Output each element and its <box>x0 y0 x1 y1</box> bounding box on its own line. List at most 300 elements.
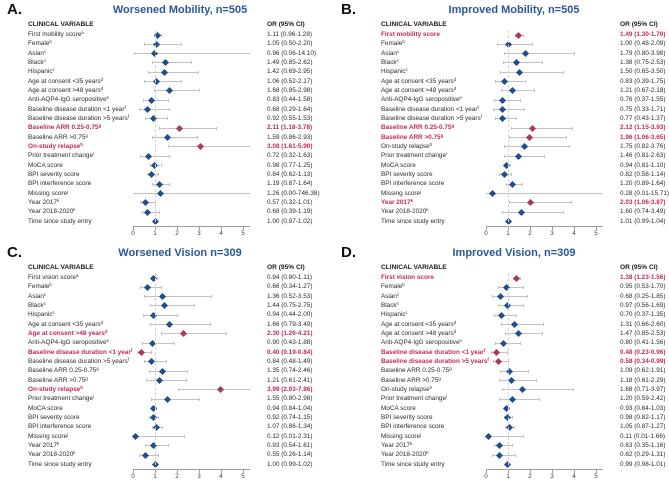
ci-line <box>142 343 174 344</box>
ci-line <box>505 333 542 334</box>
forest-row <box>334 385 668 394</box>
or-marker <box>156 181 163 188</box>
ci-cap-left <box>143 99 144 102</box>
or-value: 1.46 (0.81-2.63) <box>620 152 666 160</box>
or-value: 1.50 (0.65-3.50) <box>620 68 666 76</box>
or-value: 0.97 (0.56-1.69) <box>620 301 666 309</box>
superscript: c <box>396 57 399 63</box>
column-header-variables: CLINICAL VARIABLE <box>28 264 94 271</box>
forest-row <box>334 450 668 459</box>
or-value: 1.68 (0.95-2.98) <box>267 86 313 94</box>
ci-cap-left <box>503 61 504 64</box>
forest-row <box>334 105 668 114</box>
ci-line <box>168 146 250 147</box>
ci-cap-right <box>168 99 169 102</box>
or-marker <box>159 368 166 375</box>
x-axis <box>334 226 668 242</box>
row-label: On-study relapse$^h$ <box>28 141 83 150</box>
ci-line <box>152 62 191 63</box>
row-label: Hispanic$^c$ <box>28 67 55 76</box>
forest-row <box>334 86 668 95</box>
ci-cap-right <box>522 183 523 186</box>
row-label: On-study relapse$^h$ <box>28 384 83 393</box>
ci-cap-right <box>191 61 192 64</box>
row-label: Asian$^c$ <box>381 48 400 57</box>
row-label: Prior treatment change$^i$ <box>28 151 94 160</box>
ci-cap-right <box>516 314 517 317</box>
forest-row <box>334 357 668 366</box>
or-marker <box>145 153 152 160</box>
or-marker <box>148 171 155 178</box>
row-label: First mobility score <box>381 31 440 38</box>
row-label: Age at consent >48 years$^d$ <box>28 85 104 94</box>
row-label: Baseline ARR 0.25-0.75$^g$ <box>381 123 455 132</box>
ci-cap-left <box>499 398 500 401</box>
or-value: 1.49 (1.30-1.70) <box>620 31 666 38</box>
ci-cap-right <box>216 127 217 130</box>
column-header-variables: CLINICAL VARIABLE <box>28 21 94 28</box>
superscript: f <box>127 113 129 119</box>
forest-row <box>0 441 334 450</box>
or-marker <box>164 396 171 403</box>
row-label: Female$^b$ <box>381 282 405 291</box>
ci-line <box>509 202 571 203</box>
x-axis-tick-label: 1 <box>153 473 157 480</box>
column-header-or: OR (95% CI) <box>267 264 305 271</box>
or-marker <box>508 377 515 384</box>
superscript: j <box>67 188 69 194</box>
ci-cap-right <box>166 360 167 363</box>
ci-cap-left <box>152 61 153 64</box>
ci-line <box>144 81 180 82</box>
row-label: Prior treatment change$^i$ <box>381 151 447 160</box>
row-label: Asian$^c$ <box>28 48 47 57</box>
ci-cap-right <box>210 323 211 326</box>
superscript: h <box>80 141 83 147</box>
or-marker <box>159 293 166 300</box>
x-axis-tick-label: 5 <box>241 230 245 237</box>
forest-row <box>334 441 668 450</box>
or-value: 1.47 (0.85-2.53) <box>620 329 666 337</box>
row-label: Anti-AQP4-IgG seropositive$^e$ <box>28 95 109 104</box>
or-value: 1.05 (0.50-2.20) <box>267 40 313 48</box>
ci-cap-right <box>563 211 564 214</box>
ci-cap-right <box>574 52 575 55</box>
ci-line <box>499 380 536 381</box>
row-label: Missing score$^j$ <box>381 431 422 440</box>
ci-cap-left <box>500 370 501 373</box>
ci-cap-right <box>159 211 160 214</box>
or-marker <box>176 125 183 132</box>
or-marker <box>144 106 151 113</box>
or-value: 0.68 (0.29-1.64) <box>267 105 313 113</box>
forest-row <box>334 189 668 198</box>
ci-line <box>133 436 184 437</box>
ci-cap-left <box>505 332 506 335</box>
superscript: j <box>420 188 422 194</box>
ci-line <box>499 399 539 400</box>
x-axis <box>0 226 334 242</box>
ci-cap-right <box>523 435 524 438</box>
row-label: Anti-AQP4-IgG seropositive$^e$ <box>381 338 462 347</box>
row-label: Age at consent <35 years$^d$ <box>28 76 104 85</box>
forest-row <box>334 376 668 385</box>
forest-row <box>334 95 668 104</box>
ci-cap-left <box>504 145 505 148</box>
forest-row <box>0 422 334 431</box>
or-marker <box>144 209 151 216</box>
forest-row <box>334 49 668 58</box>
row-label: Age at consent <35 years$^d$ <box>381 319 457 328</box>
superscript: d <box>453 76 457 82</box>
superscript: e <box>106 338 109 344</box>
or-value: 1.42 (0.69-2.95) <box>267 68 313 76</box>
ci-cap-right <box>512 416 513 419</box>
ci-cap-right <box>523 304 524 307</box>
forest-row <box>0 161 334 170</box>
forest-row <box>0 39 334 48</box>
or-value: 0.93 (0.84-1.03) <box>620 404 666 412</box>
ci-cap-right <box>157 277 158 280</box>
superscript: f <box>124 104 126 110</box>
forest-row <box>334 179 668 188</box>
ci-line <box>159 128 216 129</box>
superscript: h <box>429 141 433 147</box>
forest-row <box>0 198 334 207</box>
ci-cap-right <box>199 89 200 92</box>
or-value: 1.00 (0.97-1.02) <box>267 217 313 225</box>
row-label: BPI interference score <box>28 180 92 188</box>
row-label: BPI severity score <box>28 170 80 178</box>
ci-cap-right <box>151 351 152 354</box>
or-value: 1.55 (0.80-2.98) <box>267 395 313 403</box>
row-label: First mobility score$^a$ <box>28 30 84 38</box>
forest-row <box>0 329 334 338</box>
forest-row <box>0 338 334 347</box>
x-axis-tick-label: 3 <box>197 473 201 480</box>
forest-row <box>0 376 334 385</box>
or-value: 0.57 (0.32-1.01) <box>267 198 313 206</box>
or-value: 0.70 (0.37-1.35) <box>620 311 666 319</box>
ci-cap-right <box>520 99 521 102</box>
ci-cap-left <box>501 89 502 92</box>
forest-row <box>334 217 668 226</box>
ci-cap-left <box>149 370 150 373</box>
row-label: Missing score$^j$ <box>381 188 422 197</box>
ci-cap-right <box>158 416 159 419</box>
ci-cap-left <box>139 454 140 457</box>
row-label: MoCA score <box>28 161 63 169</box>
row-label: Year 2017$^k$ <box>381 440 413 449</box>
or-value: 0.48 (0.23-0.96) <box>620 348 666 356</box>
or-marker <box>509 87 516 94</box>
row-label: Baseline ARR >0.75$^g$ <box>381 132 444 141</box>
forest-row <box>0 273 334 282</box>
or-marker <box>499 97 506 104</box>
or-marker <box>503 162 510 169</box>
forest-row <box>334 170 668 179</box>
row-label: Year 2018-2020$^k$ <box>381 450 429 459</box>
forest-row <box>0 67 334 76</box>
or-marker <box>150 274 157 281</box>
row-label: Black$^c$ <box>28 57 46 66</box>
or-marker <box>161 69 168 76</box>
or-value: 1.26 (0.00-746.38) <box>267 189 320 197</box>
forest-row <box>0 320 334 329</box>
superscript: g <box>438 375 441 381</box>
x-axis-tick-label: 0 <box>131 473 135 480</box>
superscript: i <box>446 151 447 157</box>
or-value: 1.75 (0.82-3.76) <box>620 142 666 150</box>
x-axis-tick-label: 2 <box>528 230 532 237</box>
row-label: Black$^c$ <box>28 300 46 309</box>
ci-cap-right <box>523 286 524 289</box>
row-label: On-study relapse$^h$ <box>381 141 433 150</box>
ci-cap-right <box>177 314 178 317</box>
or-value: 0.84 (0.62-1.13) <box>267 170 313 178</box>
superscript: k <box>426 450 429 456</box>
or-value: 0.99 (0.98-1.01) <box>620 460 666 468</box>
superscript: f <box>477 104 479 110</box>
ci-cap-right <box>169 183 170 186</box>
panel-letter: C. <box>7 244 22 261</box>
superscript: g <box>451 123 455 129</box>
or-marker <box>497 293 504 300</box>
row-label: First vision score <box>381 274 434 281</box>
x-axis <box>0 469 334 485</box>
x-axis-tick-label: 3 <box>197 230 201 237</box>
row-label: Baseline ARR >0.75$^g$ <box>28 375 88 384</box>
or-value: 1.19 (0.87-1.64) <box>267 180 313 188</box>
forest-row <box>334 338 668 347</box>
row-label: Baseline disease duration >5 years$^f$ <box>381 356 489 365</box>
row-label: Baseline disease duration <1 year$^f$ <box>381 347 486 356</box>
forest-row <box>0 123 334 132</box>
ci-cap-left <box>150 323 151 326</box>
forest-row <box>334 77 668 86</box>
or-value: 1.20 (0.89-1.64) <box>620 180 666 188</box>
x-axis <box>334 469 668 485</box>
or-value: 0.62 (0.29-1.31) <box>620 451 666 459</box>
or-value: 0.94 (0.84-1.04) <box>267 404 313 412</box>
superscript: f <box>127 356 129 362</box>
or-marker <box>499 115 506 122</box>
row-label: Missing score$^j$ <box>28 188 69 197</box>
ci-line <box>144 44 181 45</box>
forest-row <box>334 142 668 151</box>
x-axis-line <box>486 226 603 227</box>
row-label: Year 2017$^k$ <box>28 440 60 449</box>
x-axis-tick-label: 4 <box>572 230 576 237</box>
ci-cap-left <box>140 286 141 289</box>
or-value: 0.68 (0.39-1.19) <box>267 208 313 216</box>
x-axis-tick-label: 1 <box>506 230 510 237</box>
forest-row <box>334 292 668 301</box>
or-marker <box>180 330 187 337</box>
superscript: c <box>405 67 408 73</box>
ci-line <box>501 324 544 325</box>
ci-cap-right <box>543 323 544 326</box>
or-marker <box>166 321 173 328</box>
forest-row <box>334 30 668 39</box>
row-label: BPI interference score <box>28 423 92 431</box>
forest-row <box>334 432 668 441</box>
or-value: 1.66 (0.79-3.49) <box>267 320 313 328</box>
forest-row <box>0 292 334 301</box>
ci-cap-left <box>498 286 499 289</box>
or-marker <box>496 442 503 449</box>
ci-cap-right <box>527 295 528 298</box>
ci-cap-left <box>145 117 146 120</box>
row-label: Hispanic$^c$ <box>28 310 55 319</box>
row-label: Baseline ARR >0.75$^g$ <box>28 132 88 141</box>
or-value: 2.03 (1.06-3.87) <box>620 198 666 206</box>
superscript: c <box>52 67 55 73</box>
ci-cap-left <box>494 314 495 317</box>
superscript: i <box>93 394 94 400</box>
or-marker <box>503 284 510 291</box>
or-value: 1.79 (0.80-3.98) <box>620 49 666 57</box>
ci-line <box>500 371 528 372</box>
forest-row <box>0 207 334 216</box>
or-marker <box>138 349 145 356</box>
forest-row <box>0 460 334 469</box>
superscript: g <box>96 366 99 372</box>
ci-cap-right <box>174 342 175 345</box>
panel-title: Improved Mobility, n=505 <box>448 4 580 16</box>
row-label: On-study relapse$^h$ <box>381 384 433 393</box>
superscript: b <box>402 39 405 45</box>
or-value: 1.38 (1.23-1.56) <box>620 274 666 281</box>
or-value: 1.68 (0.71-3.97) <box>620 385 666 393</box>
forest-row <box>334 422 668 431</box>
forest-row <box>0 151 334 160</box>
or-marker <box>142 199 149 206</box>
forest-row <box>334 198 668 207</box>
column-header-or: OR (95% CI) <box>267 21 305 28</box>
ci-cap-left <box>142 211 143 214</box>
or-marker <box>197 143 204 150</box>
ci-cap-right <box>510 164 511 167</box>
x-axis-tick-label: 4 <box>572 473 576 480</box>
row-label: Baseline disease duration <1 year$^f$ <box>381 104 479 113</box>
or-marker <box>518 209 525 216</box>
ci-cap-right <box>187 370 188 373</box>
superscript: a <box>75 273 79 278</box>
row-label: Baseline ARR 0.25-0.75$^g$ <box>28 366 99 375</box>
ci-cap-left <box>148 71 149 74</box>
ci-cap-right <box>524 108 525 111</box>
or-value: 1.21 (0.61-2.41) <box>267 376 313 384</box>
or-value: 1.05 (0.87-1.27) <box>620 423 666 431</box>
or-marker <box>515 31 522 38</box>
or-value: 0.40 (0.19-0.84) <box>267 348 313 356</box>
forest-row <box>0 95 334 104</box>
ci-cap-right <box>184 435 185 438</box>
ci-cap-left <box>139 108 140 111</box>
or-marker <box>153 41 160 48</box>
ci-cap-left <box>495 117 496 120</box>
or-marker <box>515 69 522 76</box>
panel-letter: A. <box>7 1 22 18</box>
or-marker <box>509 181 516 188</box>
ci-cap-right <box>528 370 529 373</box>
ci-cap-right <box>563 71 564 74</box>
or-marker <box>526 134 533 141</box>
superscript: c <box>44 291 47 297</box>
ci-cap-right <box>534 89 535 92</box>
ci-line <box>511 128 572 129</box>
row-label: Age at consent >48 years$^d$ <box>28 328 108 337</box>
or-value: 0.98 (0.77-1.25) <box>267 161 313 169</box>
or-value: 1.59 (0.86-2.93) <box>267 133 313 141</box>
forest-row <box>334 151 668 160</box>
forest-row <box>334 133 668 142</box>
ci-cap-right <box>544 155 545 158</box>
superscript: c <box>43 300 46 306</box>
superscript: c <box>397 291 400 297</box>
or-marker <box>519 386 526 393</box>
ci-cap-right <box>158 173 159 176</box>
ci-cap-left <box>146 379 147 382</box>
or-marker <box>522 50 529 57</box>
ci-cap-right <box>168 444 169 447</box>
forest-row <box>334 39 668 48</box>
or-value: 0.55 (0.26-1.14) <box>267 451 313 459</box>
or-marker <box>150 312 157 319</box>
column-header-or: OR (95% CI) <box>620 21 658 28</box>
ci-cap-left <box>501 323 502 326</box>
row-label: Baseline disease duration <1 year$^f$ <box>28 104 126 113</box>
row-label: Age at consent <35 years$^d$ <box>28 319 104 328</box>
ci-line <box>178 389 250 390</box>
or-value: 0.76 (0.37-1.55) <box>620 96 666 104</box>
or-marker <box>515 330 522 337</box>
ci-cap-left <box>494 99 495 102</box>
row-label: Black$^c$ <box>381 300 399 309</box>
or-marker <box>132 433 139 440</box>
forest-row <box>0 385 334 394</box>
forest-row <box>0 357 334 366</box>
ci-line <box>133 193 250 194</box>
forest-row <box>334 460 668 469</box>
ci-cap-right <box>539 398 540 401</box>
or-marker <box>529 125 536 132</box>
row-label: Prior treatment change$^i$ <box>381 394 447 403</box>
panel-letter: D. <box>341 244 356 261</box>
forest-row <box>334 67 668 76</box>
ci-cap-left <box>142 342 143 345</box>
ci-line <box>504 53 574 54</box>
forest-plot-rows <box>0 273 334 469</box>
ci-cap-left <box>500 71 501 74</box>
ci-cap-left <box>144 80 145 83</box>
ci-line <box>151 399 199 400</box>
row-label: Anti-AQP4-IgG seropositive$^e$ <box>381 95 462 104</box>
forest-row <box>0 450 334 459</box>
row-label: Time since study entry <box>381 460 445 468</box>
superscript: e <box>459 338 462 344</box>
or-marker <box>153 78 160 85</box>
row-label: BPI severity score <box>28 413 80 421</box>
or-marker <box>527 199 534 206</box>
forest-row <box>0 189 334 198</box>
reference-line <box>155 30 156 227</box>
or-marker <box>157 190 164 197</box>
or-value: 1.36 (0.52-3.53) <box>267 292 313 300</box>
row-label: BPI severity score <box>381 170 433 178</box>
or-value: 0.63 (0.35-1.16) <box>620 441 666 449</box>
